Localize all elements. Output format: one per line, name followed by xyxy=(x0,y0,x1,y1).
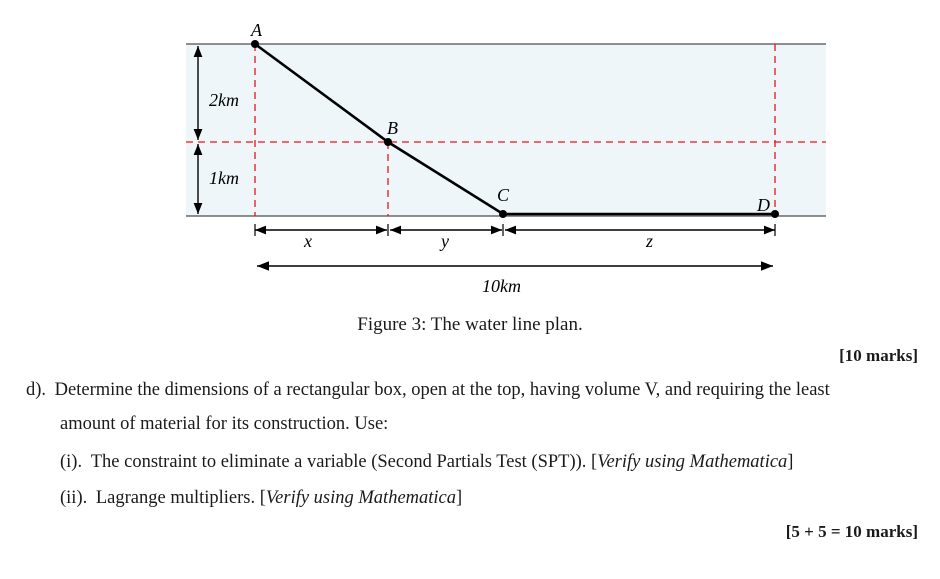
sub-i-label: (i). xyxy=(60,452,83,472)
point-c-dot xyxy=(499,210,507,218)
sub-i-verify: Verify using Mathematica xyxy=(597,452,788,472)
question-d-line1 xyxy=(26,380,830,401)
figure-caption: Figure 3: The water line plan. xyxy=(357,314,583,335)
label-total-10km: 10km xyxy=(482,276,521,296)
label-height-1km: 1km xyxy=(209,168,239,188)
marks-10: [10 marks] xyxy=(839,346,918,365)
sub-i-text: The constraint to eliminate a variable (Second Partials Test (SPT)). [ xyxy=(90,452,598,472)
sub-ii-verify: Verify using Mathematica xyxy=(265,488,457,508)
sub-ii-text: Lagrange multipliers. [ xyxy=(95,488,266,508)
label-point-a: A xyxy=(251,20,262,40)
label-segment-x: x xyxy=(304,231,312,251)
label-point-c: C xyxy=(497,185,510,205)
label-height-2km: 2km xyxy=(209,90,239,110)
sub-question-i: (i). The constraint to eliminate a variable (Second Partials Test (SPT)). [Verify using Mathematica] xyxy=(60,452,794,472)
sub-ii-label: (ii). xyxy=(60,488,88,508)
sub-question-ii: (ii). Lagrange multipliers. [Verify using Mathematica] xyxy=(60,488,463,508)
label-point-b: B xyxy=(387,118,398,138)
marks-5-plus-5: [5 + 5 = 10 marks] xyxy=(785,522,918,541)
question-d-line2: amount of material for its construction. Use: xyxy=(60,414,389,434)
point-a-dot xyxy=(251,40,259,48)
label-point-d: D xyxy=(757,195,770,215)
label-segment-z: z xyxy=(646,231,654,251)
point-d-dot xyxy=(771,210,779,218)
label-segment-y: y xyxy=(441,231,449,251)
question-d-label: d). xyxy=(26,380,47,400)
point-b-dot xyxy=(384,138,392,146)
question-d-text: Determine the dimensions of a rectangular box, open at the top, having volume V, and requiring the least xyxy=(54,380,830,400)
